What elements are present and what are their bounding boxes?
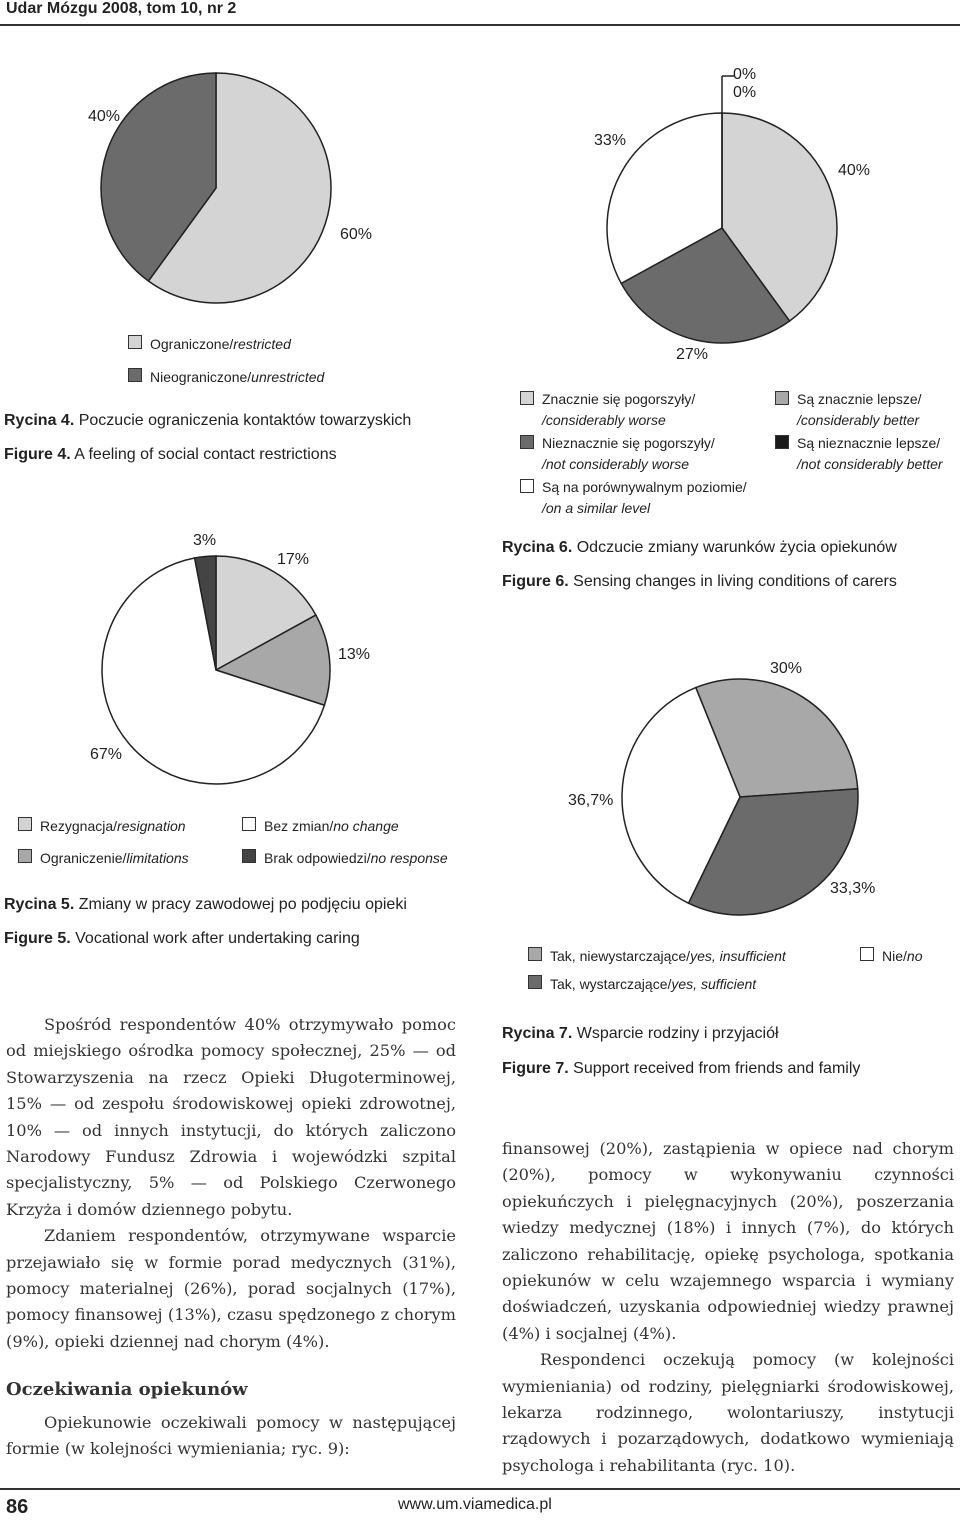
paragraph: Zdaniem respondentów, otrzymywane wsparcie przejawiało się w formie porad medycznych (31%), pomocy materialnej (26%), porad socjalnych (17%), pomocy finansowej (13%), czasu spędzonego z chorym (9%), opieki dziennej nad chorym (4%). bbox=[6, 1226, 456, 1351]
fig4-legend-pl: Ograniczone/ bbox=[150, 336, 234, 352]
fig6-swatch-not-better bbox=[775, 435, 789, 449]
fig4-legend-en: restricted bbox=[233, 336, 291, 352]
fig5-swatch-no-change bbox=[242, 817, 256, 831]
fig5-caption-en: Figure 5. Vocational work after undertaking caring bbox=[4, 930, 360, 947]
paragraph: Opiekunowie oczekiwali pomocy w następującej formie (w kolejności wymieniania; ryc. 9): bbox=[6, 1412, 456, 1459]
fig5-legend-resignation: Rezygnacja/resignation bbox=[18, 815, 186, 837]
footer-rule bbox=[0, 1488, 960, 1490]
right-column bbox=[502, 1136, 954, 1479]
paragraph: finansowej (20%), zastąpienia w opiece nad chorym (20%), pomocy w wykonywaniu czynności opiekuńczych i pielęgnacyjnych (20%), poszerzania wiedzy medycznej (18%) i innych (7%), do których zaliczono rehabilitację, opiekę psychologa, spotkania opiekunów w celu wzajemnego wsparcia i wymiany doświadczeń, uzyskania odpowiedniej wiedzy prawnej (4%) i socjalnej (4%). bbox=[502, 1139, 954, 1343]
fig5-caption-pl: Rycina 5. Zmiany w pracy zawodowej po podjęciu opieki bbox=[4, 896, 407, 913]
fig6-label-0b: 0% bbox=[733, 84, 757, 101]
fig7-caption-en: Figure 7. Support received from friends and family bbox=[502, 1060, 861, 1077]
fig6-label-0a: 0% bbox=[733, 66, 757, 83]
fig7-legend-sufficient: Tak, wystarczające/yes, sufficient bbox=[528, 973, 756, 995]
running-head: Udar Mózgu 2008, tom 10, nr 2 bbox=[6, 0, 237, 17]
fig6-caption-pl: Rycina 6. Odczucie zmiany warunków życia opiekunów bbox=[502, 539, 897, 556]
fig5-label-17: 17% bbox=[277, 551, 310, 568]
fig6-legend-not-better: Są nieznacznie lepsze/ /not considerably better bbox=[775, 433, 943, 475]
fig4-legend-en: unrestricted bbox=[251, 369, 325, 385]
fig5-swatch-resignation bbox=[18, 817, 32, 831]
fig5-label-3: 3% bbox=[193, 532, 217, 549]
fig7-label-367: 36,7% bbox=[568, 792, 614, 809]
fig7-label-333: 33,3% bbox=[830, 880, 876, 897]
fig6-swatch-better bbox=[775, 391, 789, 405]
paragraph: Spośród respondentów 40% otrzymywało pomoc od miejskiego ośrodka pomocy społecznej, 25% — od Stowarzyszenia na rzecz Opieki Długoterminowej, 15% — od zespołu środowiskowej opieki zdrowotnej, 10% — od innych instytucji, do których zaliczono Narodowy Fundusz Zdrowia i wojewódzki szpital specjalistyczny, 5% — od Polskiego Czerwonego Krzyża i domów dziennego pobytu. bbox=[6, 1015, 456, 1219]
fig6-legend-similar: Są na porównywalnym poziomie/ /on a similar level bbox=[520, 477, 747, 519]
fig5-legend-limitations: Ograniczenie/limitations bbox=[18, 847, 189, 869]
fig7-swatch-sufficient bbox=[528, 975, 542, 989]
fig4-legend-pl: Nieograniczone/ bbox=[150, 369, 252, 385]
fig5-legend-no-response: Brak odpowiedzi/no response bbox=[242, 847, 448, 869]
page-number: 86 bbox=[6, 1496, 29, 1518]
website-url: www.um.viamedica.pl bbox=[398, 1496, 552, 1513]
fig7-swatch-insufficient bbox=[528, 947, 542, 961]
fig4-pie bbox=[101, 73, 331, 303]
fig6-legend-better: Są znacznie lepsze/ /considerably better bbox=[775, 389, 922, 431]
fig4-caption-en: Figure 4. A feeling of social contact restrictions bbox=[4, 446, 337, 463]
paragraph: Respondenci oczekują pomocy (w kolejności wymieniania) od rodziny, pielęgniarki środowiskowej, lekarza rodzinnego, wolontariuszy, instytucji rządowych i pozarządowych, dodatkowo wymieniają psychologa i rehabilitanta (ryc. 10). bbox=[502, 1350, 954, 1475]
fig4-label-40: 40% bbox=[88, 108, 121, 125]
fig5-label-13: 13% bbox=[338, 646, 371, 663]
fig7-label-30: 30% bbox=[770, 660, 803, 677]
left-column bbox=[6, 1012, 456, 1463]
fig6-label-33: 33% bbox=[594, 132, 627, 149]
fig7-legend-no: Nie/no bbox=[860, 945, 922, 967]
fig7-caption-pl: Rycina 7. Wsparcie rodziny i przyjaciół bbox=[502, 1025, 779, 1042]
fig7-legend-insufficient: Tak, niewystarczające/yes, insufficient bbox=[528, 945, 786, 967]
section-heading: Oczekiwania opiekunów bbox=[6, 1379, 248, 1401]
fig7-swatch-no bbox=[860, 947, 874, 961]
fig6-caption-en: Figure 6. Sensing changes in living conditions of carers bbox=[502, 573, 897, 590]
fig5-legend-no-change: Bez zmian/no change bbox=[242, 815, 399, 837]
fig6-legend-not-worse: Nieznacznie się pogorszyły/ /not considerably worse bbox=[520, 433, 715, 475]
fig5-swatch-no-response bbox=[242, 849, 256, 863]
fig4-legend-restricted bbox=[128, 333, 291, 355]
fig4-swatch-unrestricted bbox=[128, 368, 142, 382]
fig6-swatch-similar bbox=[520, 479, 534, 493]
fig6-legend-worse: Znacznie się pogorszyły/ /considerably worse bbox=[520, 389, 695, 431]
fig6-swatch-not-worse bbox=[520, 435, 534, 449]
fig5-label-67: 67% bbox=[90, 746, 123, 763]
fig4-swatch-restricted bbox=[128, 335, 142, 349]
fig4-caption-pl: Rycina 4. Poczucie ograniczenia kontaktów towarzyskich bbox=[4, 412, 412, 429]
fig6-label-40: 40% bbox=[838, 162, 871, 179]
fig5-pie bbox=[102, 556, 330, 784]
fig4-label-60: 60% bbox=[340, 226, 373, 243]
fig7-pie bbox=[622, 679, 858, 915]
fig4-legend-unrestricted bbox=[128, 366, 324, 388]
fig6-label-27: 27% bbox=[676, 346, 709, 363]
fig6-swatch-worse bbox=[520, 391, 534, 405]
fig5-swatch-limitations bbox=[18, 849, 32, 863]
